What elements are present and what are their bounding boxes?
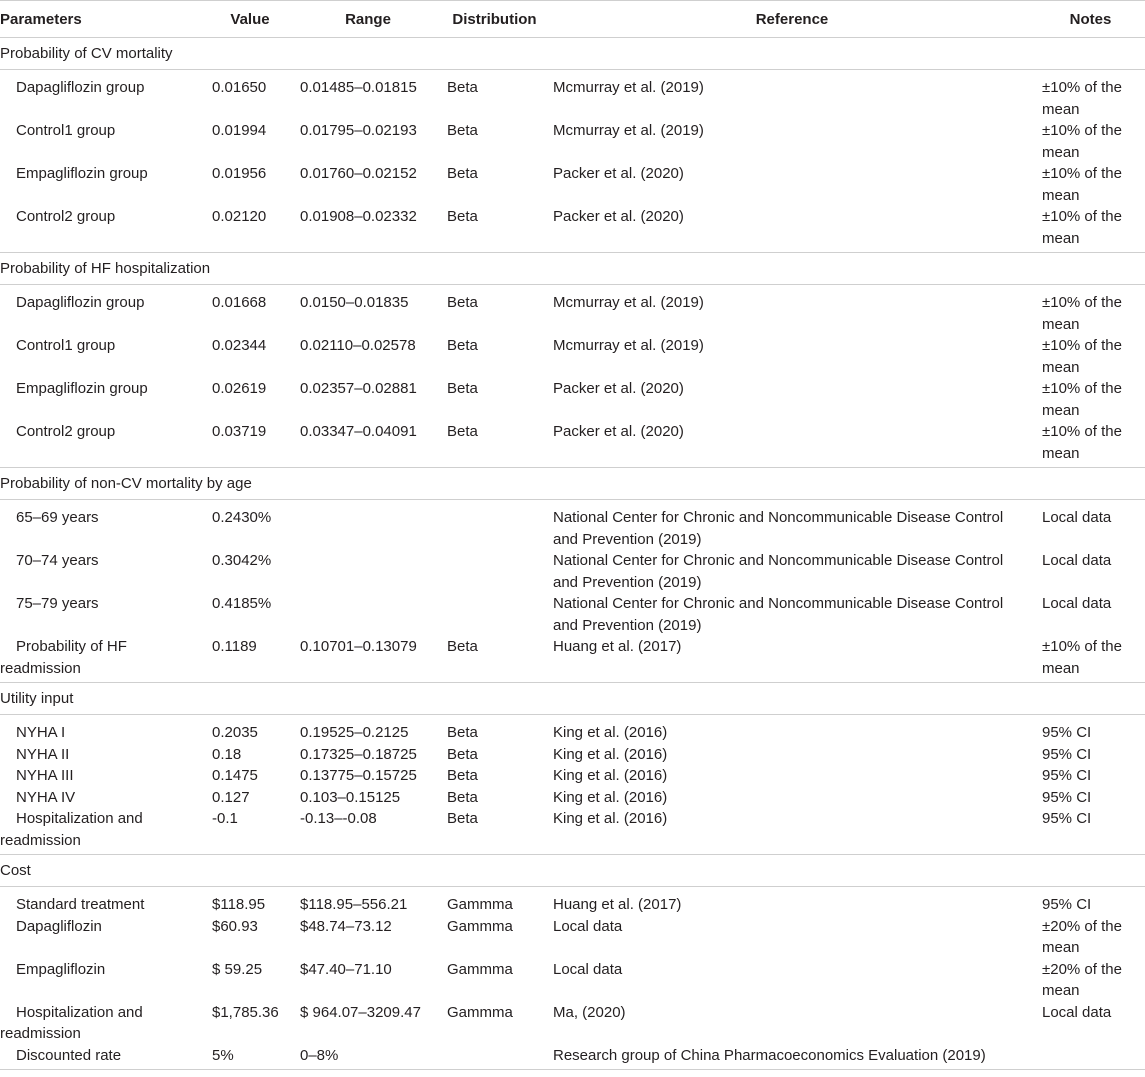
cell-value: 0.02344	[212, 337, 267, 354]
cell-distribution: Beta	[447, 380, 478, 397]
cell-distribution: Gammma	[447, 1003, 513, 1021]
cell-value: 0.2035	[212, 724, 258, 741]
section-title: Probability of CV mortality	[0, 38, 1145, 70]
cell-notes: ±10% of the mean	[1042, 294, 1122, 333]
cell-range: 0.01485–0.01815	[300, 79, 417, 96]
cell-value: -0.1	[212, 810, 238, 827]
cell-reference: Local data	[553, 960, 623, 978]
cell-reference: King et al. (2016)	[553, 810, 668, 827]
cell-distribution: Gammma	[447, 917, 513, 935]
table-row	[0, 744, 1145, 766]
section-hf-hospitalization	[0, 253, 1145, 468]
cell-parameter: Dapagliflozin	[16, 917, 102, 935]
cell-notes: ±10% of the mean	[1042, 165, 1122, 204]
cell-parameter: Hospitalization and readmission	[0, 1003, 143, 1042]
cell-notes: ±10% of the mean	[1042, 380, 1122, 419]
cell-notes: 95% CI	[1042, 788, 1092, 806]
cell-distribution: Beta	[447, 122, 478, 139]
cell-notes: 95% CI	[1042, 896, 1092, 913]
section-title: Probability of HF hospitalization	[0, 253, 1145, 285]
cell-parameter: Control2 group	[16, 423, 116, 440]
cell-parameter: Control1 group	[16, 122, 116, 139]
cell-reference: National Center for Chronic and Noncommunicable Disease Control and Prevention (2019)	[553, 552, 1004, 591]
cell-notes: ±10% of the mean	[1042, 638, 1122, 677]
cell-parameter: NYHA IV	[16, 788, 76, 806]
cell-value: $1,785.36	[212, 1003, 279, 1021]
cell-notes: ±10% of the mean	[1042, 337, 1122, 376]
cell-value: $118.95	[212, 896, 266, 913]
header-notes: Notes	[1069, 10, 1112, 28]
cell-parameter: Discounted rate	[16, 1046, 122, 1064]
cell-range: 0.01908–0.02332	[300, 208, 417, 225]
cell-range: 0.02110–0.02578	[300, 337, 416, 354]
section-title: Cost	[0, 855, 1145, 887]
section-rows	[0, 500, 1145, 683]
table-row	[0, 507, 1145, 550]
cell-distribution: Gammma	[447, 960, 513, 978]
table-row	[0, 1002, 1145, 1045]
table-row	[0, 808, 1145, 851]
cell-reference: Mcmurray et al. (2019)	[553, 294, 704, 311]
table-row	[0, 206, 1145, 249]
table-row	[0, 894, 1145, 916]
cell-reference: National Center for Chronic and Noncommunicable Disease Control and Prevention (2019)	[553, 509, 1004, 548]
cell-distribution: Gammma	[447, 896, 513, 913]
cell-notes: Local data	[1042, 552, 1112, 569]
cell-reference: Packer et al. (2020)	[553, 380, 684, 397]
cell-reference: Local data	[553, 917, 623, 935]
table-row	[0, 163, 1145, 206]
cell-value: 0.02120	[212, 208, 267, 225]
cell-parameter: 65–69 years	[16, 509, 99, 526]
section-utility-input	[0, 683, 1145, 855]
table-row	[0, 722, 1145, 744]
cell-parameter: Empagliflozin group	[16, 165, 148, 182]
table-row	[0, 77, 1145, 120]
cell-distribution: Beta	[447, 79, 478, 96]
cell-notes: Local data	[1042, 1003, 1112, 1021]
cell-parameter: Control1 group	[16, 337, 116, 354]
cell-distribution: Beta	[447, 745, 478, 763]
section-rows	[0, 70, 1145, 253]
section-cost	[0, 855, 1145, 1070]
table-row	[0, 550, 1145, 593]
cell-value: 0.18	[212, 745, 242, 763]
cell-range: 0.02357–0.02881	[300, 380, 417, 397]
cell-parameter: 75–79 years	[16, 595, 99, 612]
cell-distribution: Beta	[447, 638, 478, 655]
cell-notes: ±10% of the mean	[1042, 208, 1122, 247]
cell-value: $60.93	[212, 917, 258, 935]
cell-value: 0.01956	[212, 165, 267, 182]
cell-distribution: Beta	[447, 767, 478, 784]
cell-notes: ±20% of the mean	[1042, 960, 1122, 999]
table-row	[0, 292, 1145, 335]
cell-notes: ±10% of the mean	[1042, 79, 1122, 118]
header-range: Range	[345, 10, 391, 28]
cell-notes: ±10% of the mean	[1042, 122, 1122, 161]
cell-value: 0.02619	[212, 380, 267, 397]
cell-notes: Local data	[1042, 595, 1112, 612]
header-value: Value	[230, 10, 270, 28]
cell-distribution: Beta	[447, 337, 478, 354]
cell-distribution	[441, 550, 548, 593]
cell-range: $48.74–73.12	[300, 917, 392, 935]
section-title: Utility input	[0, 683, 1145, 715]
section-non-cv-mortality	[0, 468, 1145, 683]
cell-notes: 95% CI	[1042, 724, 1092, 741]
cell-range: 0.03347–0.04091	[300, 423, 417, 440]
cell-distribution: Beta	[447, 810, 478, 827]
cell-distribution	[441, 1045, 548, 1067]
cell-parameter: Control2 group	[16, 208, 116, 225]
table-row	[0, 593, 1145, 636]
cell-notes: ±20% of the mean	[1042, 917, 1122, 956]
cell-value: 0.2430%	[212, 509, 272, 526]
cell-reference: Packer et al. (2020)	[553, 423, 684, 440]
cell-value: 0.03719	[212, 423, 267, 440]
cell-range: 0.10701–0.13079	[300, 638, 417, 655]
table-row	[0, 335, 1145, 378]
cell-range: 0.19525–0.2125	[300, 724, 409, 741]
table-row	[0, 959, 1145, 1002]
cell-range: $118.95–556.21	[300, 896, 408, 913]
cell-distribution: Beta	[447, 788, 478, 806]
cell-reference: Packer et al. (2020)	[553, 208, 684, 225]
cell-distribution: Beta	[447, 423, 478, 440]
cell-parameter: NYHA I	[16, 724, 66, 741]
cell-value: 0.01650	[212, 79, 267, 96]
cell-parameter: Dapagliflozin group	[16, 79, 145, 96]
cell-range: -0.13–-0.08	[300, 810, 377, 827]
cell-range	[295, 550, 441, 593]
cell-distribution: Beta	[447, 208, 478, 225]
cell-parameter: Standard treatment	[16, 896, 145, 913]
cell-reference: King et al. (2016)	[553, 745, 668, 763]
table-row	[0, 916, 1145, 959]
cell-range: 0.17325–0.18725	[300, 745, 417, 763]
cell-parameter: NYHA III	[16, 767, 74, 784]
cell-distribution	[441, 593, 548, 636]
cell-distribution	[441, 507, 548, 550]
cell-value: $ 59.25	[212, 960, 263, 978]
cell-range: 0.0150–0.01835	[300, 294, 409, 311]
cell-range: $47.40–71.10	[300, 960, 392, 978]
cell-reference: Huang et al. (2017)	[553, 638, 682, 655]
header-parameters: Parameters	[0, 10, 82, 28]
cell-reference: King et al. (2016)	[553, 724, 668, 741]
cell-reference: Mcmurray et al. (2019)	[553, 122, 704, 139]
cell-notes: 95% CI	[1042, 745, 1092, 763]
cell-reference: Mcmurray et al. (2019)	[553, 79, 704, 96]
cell-notes: 95% CI	[1042, 810, 1092, 827]
cell-value: 5%	[212, 1046, 234, 1064]
cell-parameter: NYHA II	[16, 745, 70, 763]
cell-range: 0.103–0.15125	[300, 788, 401, 806]
table-row	[0, 378, 1145, 421]
cell-notes: ±10% of the mean	[1042, 423, 1122, 462]
header-distribution: Distribution	[452, 10, 537, 28]
cell-reference: King et al. (2016)	[553, 788, 668, 806]
cell-distribution: Beta	[447, 165, 478, 182]
cell-range: 0.13775–0.15725	[300, 767, 417, 784]
table-row	[0, 787, 1145, 809]
cell-range: 0–8%	[300, 1046, 339, 1064]
cell-reference: King et al. (2016)	[553, 767, 668, 784]
cell-reference: Research group of China Pharmacoeconomics Evaluation (2019)	[553, 1046, 986, 1064]
section-rows	[0, 285, 1145, 468]
cell-value: 0.4185%	[212, 595, 272, 612]
section-title: Probability of non-CV mortality by age	[0, 468, 1145, 500]
cell-value: 0.127	[212, 788, 250, 806]
cell-value: 0.1475	[212, 767, 258, 784]
cell-distribution: Beta	[447, 724, 478, 741]
cell-parameter: 70–74 years	[16, 552, 99, 569]
cell-reference: Mcmurray et al. (2019)	[553, 337, 704, 354]
cell-value: 0.3042%	[212, 552, 272, 569]
section-rows	[0, 887, 1145, 1070]
cell-notes	[1036, 1045, 1145, 1067]
cell-parameter: Dapagliflozin group	[16, 294, 145, 311]
cell-parameter: Empagliflozin	[16, 960, 106, 978]
table-row	[0, 765, 1145, 787]
header-reference: Reference	[755, 10, 829, 28]
table-row	[0, 636, 1145, 679]
cell-value: 0.01994	[212, 122, 267, 139]
cell-value: 0.01668	[212, 294, 267, 311]
section-cv-mortality	[0, 38, 1145, 253]
cell-notes: Local data	[1042, 509, 1112, 526]
table-row	[0, 120, 1145, 163]
cell-reference: Packer et al. (2020)	[553, 165, 684, 182]
cell-reference: Ma, (2020)	[553, 1003, 626, 1021]
cell-reference: Huang et al. (2017)	[553, 896, 682, 913]
cell-parameter: Empagliflozin group	[16, 380, 148, 397]
cell-range: 0.01760–0.02152	[300, 165, 417, 182]
cell-range	[295, 507, 441, 550]
cell-notes: 95% CI	[1042, 767, 1092, 784]
cell-parameter: Probability of HF readmission	[0, 638, 127, 677]
cell-distribution: Beta	[447, 294, 478, 311]
cell-range: $ 964.07–3209.47	[300, 1003, 421, 1021]
cell-parameter: Hospitalization and readmission	[0, 810, 143, 849]
table-header	[0, 0, 1145, 38]
section-rows	[0, 715, 1145, 855]
cell-range: 0.01795–0.02193	[300, 122, 417, 139]
cell-range	[295, 593, 441, 636]
table-row	[0, 421, 1145, 464]
cell-value: 0.1189	[212, 638, 257, 655]
table-row	[0, 1045, 1145, 1067]
cell-reference: National Center for Chronic and Noncommunicable Disease Control and Prevention (2019)	[553, 595, 1004, 634]
